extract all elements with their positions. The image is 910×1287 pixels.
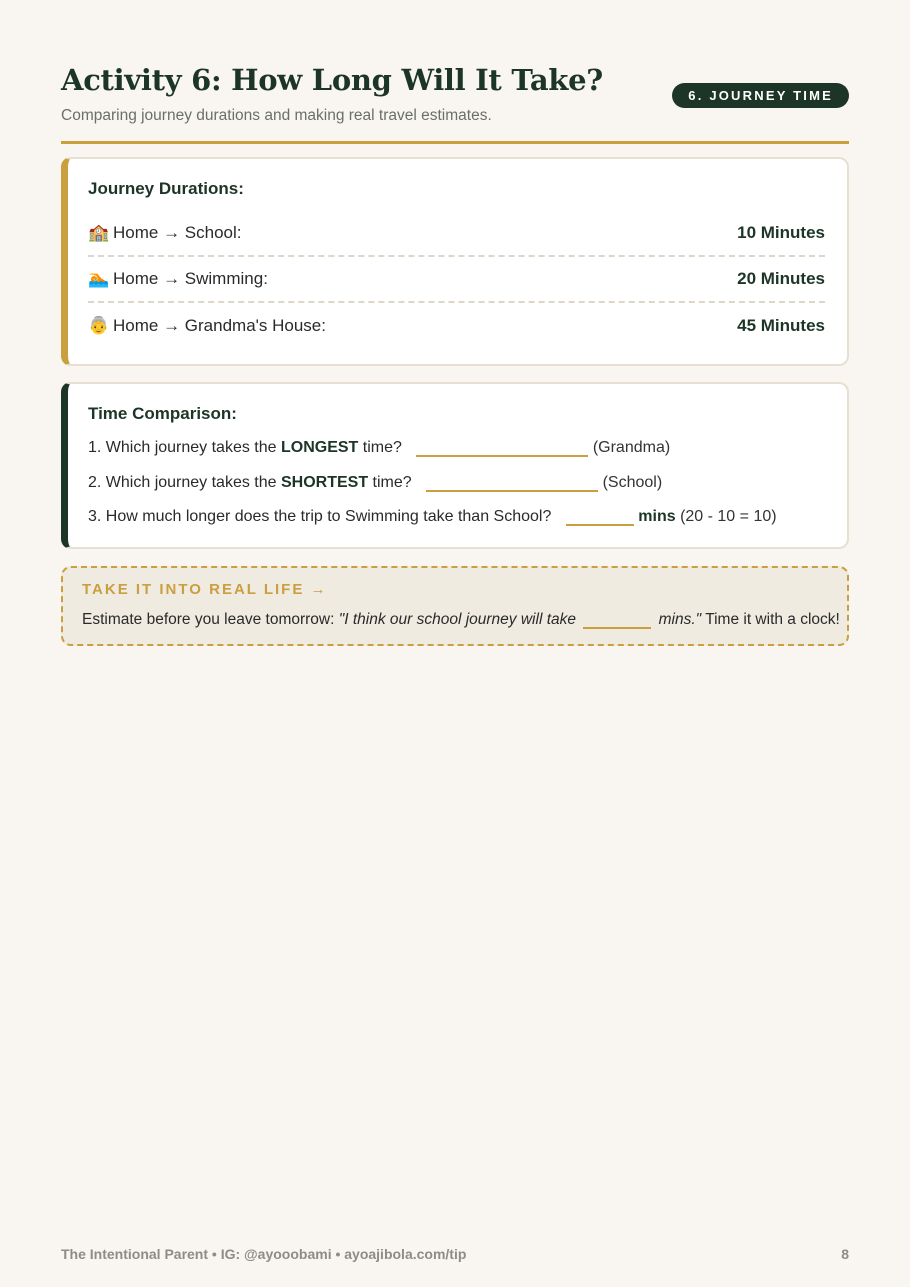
duration-value: 20 Minutes <box>737 269 825 288</box>
duration-value: 10 Minutes <box>737 223 825 242</box>
page-header <box>61 60 849 144</box>
durations-title: Journey Durations: <box>88 179 244 198</box>
duration-value: 45 Minutes <box>737 316 825 335</box>
time-comparison-card <box>61 382 849 549</box>
answer-hint-1: (Grandma) <box>592 439 671 456</box>
answer-hint-2: (School) <box>602 474 663 491</box>
page-subtitle: Comparing journey durations and making real travel estimates. <box>61 107 492 124</box>
grandma-icon: 👵 <box>88 316 110 335</box>
school-icon: 🏫 <box>88 223 110 242</box>
real-life-title: TAKE IT INTO REAL LIFE → <box>82 581 328 598</box>
duration-row-swimming <box>88 255 825 303</box>
comparison-title: Time Comparison: <box>88 404 237 423</box>
estimate-blank[interactable] <box>583 609 651 629</box>
question-2: 2. Which journey takes the SHORTEST time? (School) <box>88 474 663 491</box>
journey-durations-card <box>61 157 849 366</box>
duration-label: Home → Swimming: <box>113 269 268 288</box>
swimmer-icon: 🏊 <box>88 269 110 288</box>
answer-hint-3: (20 - 10 = 10) <box>680 508 777 525</box>
duration-row-school <box>88 209 825 257</box>
answer-blank-3[interactable] <box>566 506 634 526</box>
worksheet-page <box>61 0 849 1287</box>
page-title: Activity 6: How Long Will It Take? <box>61 63 603 97</box>
duration-label: Home → School: <box>113 223 242 242</box>
question-1: 1. Which journey takes the LONGEST time? (Grandma) <box>88 439 671 456</box>
question-3: 3. How much longer does the trip to Swimming take than School? mins (20 - 10 = 10) <box>88 508 777 525</box>
section-tag: 6. JOURNEY TIME <box>672 83 849 108</box>
answer-blank-1[interactable] <box>416 437 588 457</box>
duration-label: Home → Grandma's House: <box>113 316 326 335</box>
footer-credit: The Intentional Parent • IG: @ayooobami • ayoajibola.com/tip <box>61 1246 467 1262</box>
real-life-text: Estimate before you leave tomorrow: "I think our school journey will take mins." Time it with a clock! <box>82 611 840 628</box>
answer-blank-2[interactable] <box>426 472 598 492</box>
duration-row-grandma <box>88 302 825 348</box>
real-life-box <box>61 566 849 646</box>
page-number: 8 <box>841 1246 849 1262</box>
